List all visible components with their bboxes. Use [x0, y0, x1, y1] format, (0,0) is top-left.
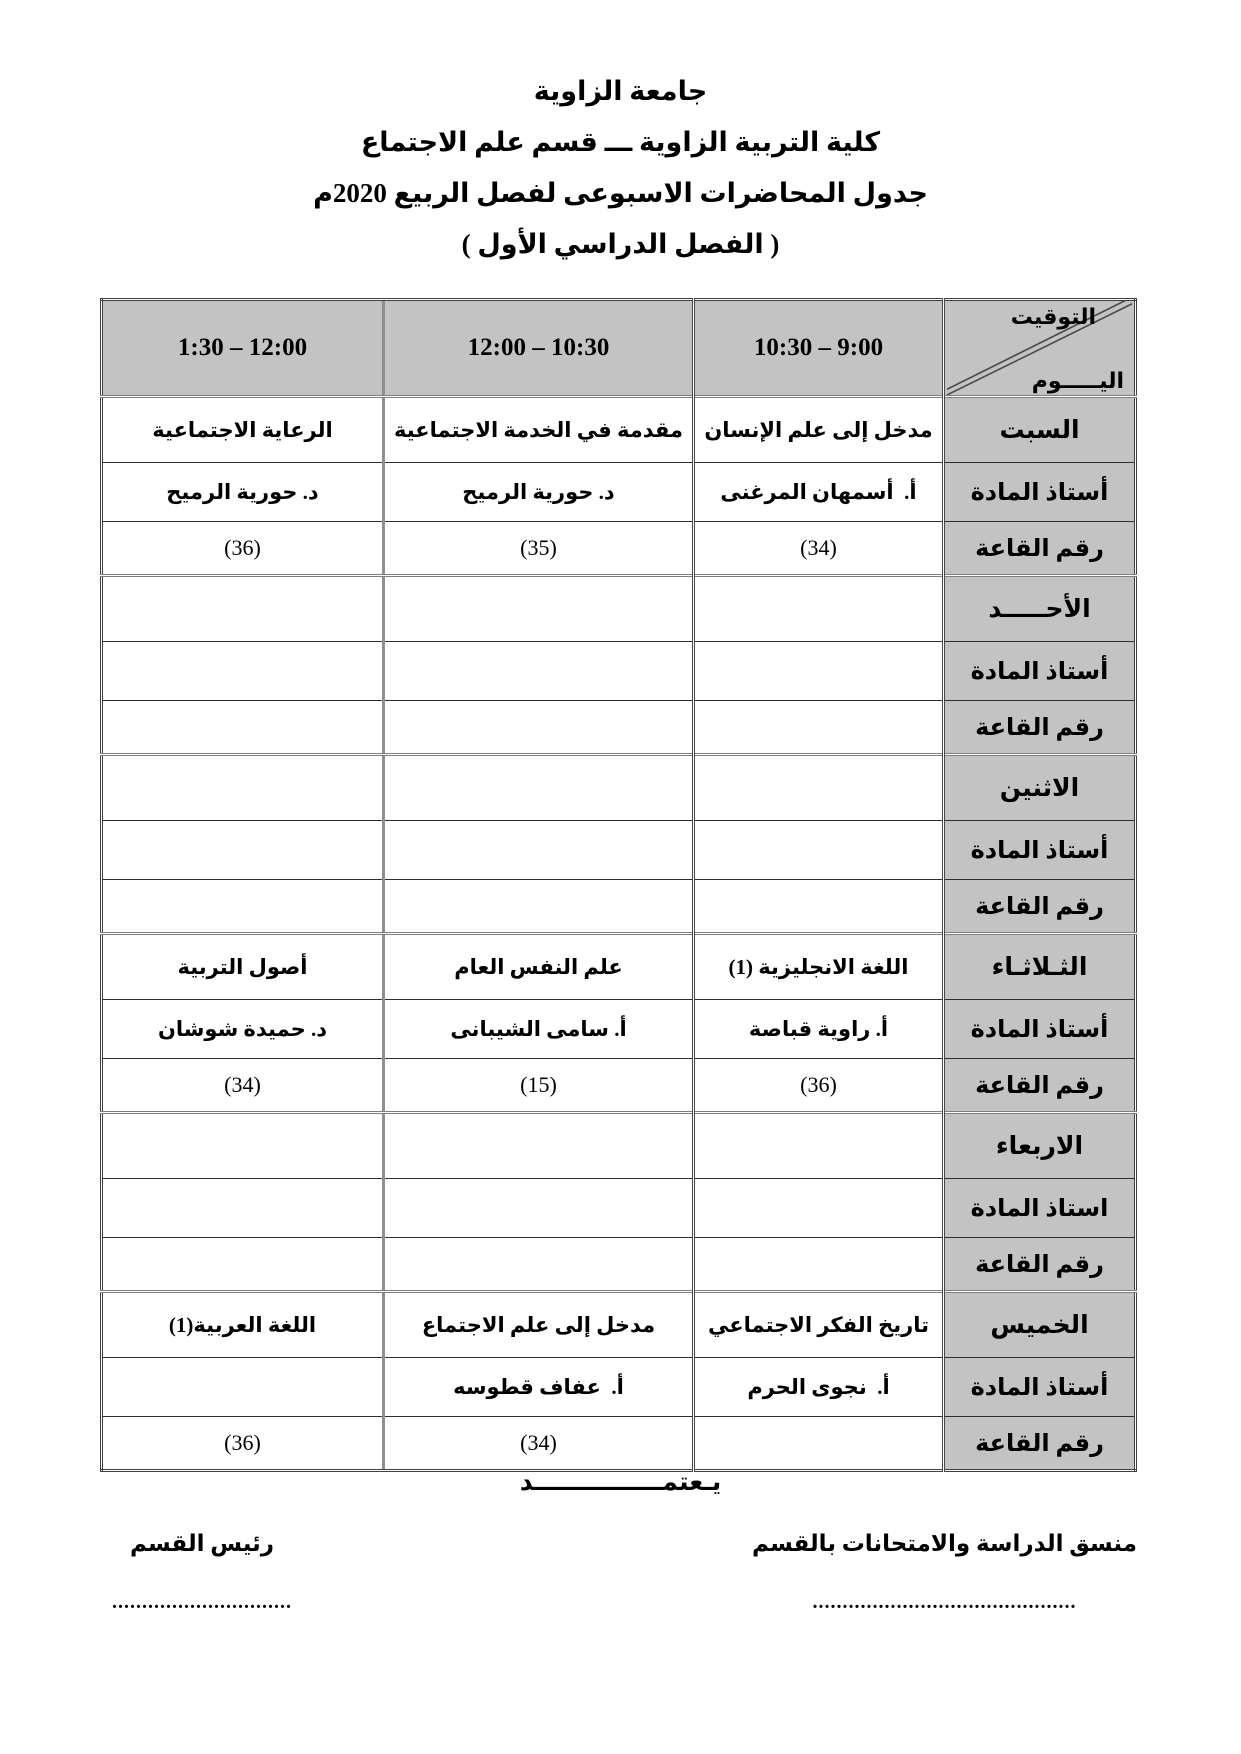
title-block — [0, 0, 1241, 270]
subject-cell — [384, 576, 694, 642]
day-name-cell: الثـلاثـاء — [944, 934, 1136, 1000]
table-row — [102, 522, 1136, 576]
day-name-cell: الخميس — [944, 1292, 1136, 1358]
teacher-cell: د. حميدة شوشان — [102, 1000, 384, 1059]
room-label-cell: رقم القاعة — [944, 701, 1136, 755]
table-row — [102, 397, 1136, 463]
subject-cell — [384, 755, 694, 821]
subject-cell — [102, 755, 384, 821]
room-cell — [384, 880, 694, 934]
subject-cell: مدخل إلى علم الإنسان — [694, 397, 944, 463]
table-row — [102, 576, 1136, 642]
teacher-label-cell: استاذ المادة — [944, 1179, 1136, 1238]
coordinator-title: منسق الدراسة والامتحانات بالقسم — [752, 1531, 1137, 1556]
subject-cell — [102, 1113, 384, 1179]
table-row — [102, 1000, 1136, 1059]
subject-cell — [384, 1113, 694, 1179]
table-header-row — [102, 300, 1136, 397]
subject-cell: الرعاية الاجتماعية — [102, 397, 384, 463]
room-label-cell: رقم القاعة — [944, 880, 1136, 934]
table-row — [102, 821, 1136, 880]
room-cell: (34) — [102, 1059, 384, 1113]
teacher-cell: أ. سامى الشيبانى — [384, 1000, 694, 1059]
subject-cell — [694, 755, 944, 821]
corner-timing-label: التوقيت — [1010, 304, 1096, 329]
teacher-cell: د. حورية الرميح — [102, 463, 384, 522]
subject-cell: اللغة الانجليزية (1) — [694, 934, 944, 1000]
table-row — [102, 1059, 1136, 1113]
room-cell — [694, 701, 944, 755]
university-title: جامعة الزاوية — [533, 76, 708, 106]
schedule-title: جدول المحاضرات الاسبوعى لفصل الربيع 2020م — [313, 178, 928, 208]
subject-cell — [694, 576, 944, 642]
room-cell — [384, 701, 694, 755]
schedule-table-wrapper — [103, 298, 1137, 1472]
table-row — [102, 642, 1136, 701]
signature-row — [0, 1497, 1241, 1614]
head-signature-line: .............................. — [112, 1591, 292, 1613]
room-label-cell: رقم القاعة — [944, 1238, 1136, 1292]
subject-cell: مدخل إلى علم الاجتماع — [384, 1292, 694, 1358]
room-cell: (36) — [102, 522, 384, 576]
teacher-label-cell: أستاذ المادة — [944, 463, 1136, 522]
corner-day-label: اليـــــوم — [1031, 368, 1124, 393]
day-name-cell: الأحـــــد — [944, 576, 1136, 642]
room-cell: (34) — [694, 522, 944, 576]
table-row — [102, 755, 1136, 821]
teacher-cell — [102, 1179, 384, 1238]
schedule-table — [100, 298, 1137, 1472]
subject-cell: علم النفس العام — [384, 934, 694, 1000]
teacher-cell — [384, 642, 694, 701]
room-label-cell: رقم القاعة — [944, 522, 1136, 576]
teacher-cell: أ. نجوى الحرم — [694, 1358, 944, 1417]
room-cell — [102, 701, 384, 755]
table-row — [102, 1179, 1136, 1238]
faculty-department-title: كلية التربية الزاوية ـــ قسم علم الاجتماع — [360, 127, 881, 157]
room-cell — [694, 880, 944, 934]
room-cell — [102, 1238, 384, 1292]
room-cell — [102, 880, 384, 934]
subject-cell: اللغة العربية(1) — [102, 1292, 384, 1358]
day-name-cell: الاثنين — [944, 755, 1136, 821]
teacher-cell — [384, 821, 694, 880]
teacher-cell: أ. راوية قباصة — [694, 1000, 944, 1059]
room-cell: (34) — [384, 1417, 694, 1471]
footer-block — [0, 1405, 1241, 1614]
teacher-label-cell: أستاذ المادة — [944, 1358, 1136, 1417]
room-cell: (35) — [384, 522, 694, 576]
teacher-cell: أ. عفاف قطوسه — [384, 1358, 694, 1417]
table-row — [102, 1292, 1136, 1358]
day-name-cell: الاربعاء — [944, 1113, 1136, 1179]
table-row — [102, 880, 1136, 934]
table-row — [102, 701, 1136, 755]
teacher-cell — [694, 821, 944, 880]
room-cell: (15) — [384, 1059, 694, 1113]
room-cell: (36) — [102, 1417, 384, 1471]
room-cell: (36) — [694, 1059, 944, 1113]
table-row — [102, 463, 1136, 522]
time-header-2: 12:00 – 10:30 — [384, 300, 694, 397]
room-label-cell: رقم القاعة — [944, 1059, 1136, 1113]
approval-word: يـعتمـــــــــــــــد — [519, 1469, 722, 1496]
room-cell — [694, 1238, 944, 1292]
teacher-label-cell: أستاذ المادة — [944, 821, 1136, 880]
teacher-cell: د. حورية الرميح — [384, 463, 694, 522]
head-title: رئيس القسم — [129, 1531, 275, 1556]
coordinator-signature-line: ............................................ — [812, 1591, 1077, 1613]
subject-cell: مقدمة في الخدمة الاجتماعية — [384, 397, 694, 463]
teacher-cell — [694, 1179, 944, 1238]
teacher-cell — [102, 642, 384, 701]
table-row — [102, 1113, 1136, 1179]
head-signature — [112, 1531, 292, 1614]
semester-subtitle: ( الفصل الدراسي الأول ) — [461, 229, 780, 259]
time-header-3: 1:30 – 12:00 — [102, 300, 384, 397]
teacher-cell — [694, 642, 944, 701]
table-row — [102, 1238, 1136, 1292]
teacher-cell — [384, 1179, 694, 1238]
room-cell — [384, 1238, 694, 1292]
teacher-label-cell: أستاذ المادة — [944, 642, 1136, 701]
teacher-label-cell: أستاذ المادة — [944, 1000, 1136, 1059]
teacher-cell: أ. أسمهان المرغنى — [694, 463, 944, 522]
day-name-cell: السبت — [944, 397, 1136, 463]
room-label-cell: رقم القاعة — [944, 1417, 1136, 1471]
corner-cell — [944, 300, 1136, 397]
table-row — [102, 934, 1136, 1000]
subject-cell: أصول التربية — [102, 934, 384, 1000]
coordinator-signature — [752, 1531, 1137, 1614]
time-header-1: 10:30 – 9:00 — [694, 300, 944, 397]
subject-cell — [694, 1113, 944, 1179]
teacher-cell — [102, 821, 384, 880]
subject-cell — [102, 576, 384, 642]
subject-cell: تاريخ الفكر الاجتماعي — [694, 1292, 944, 1358]
